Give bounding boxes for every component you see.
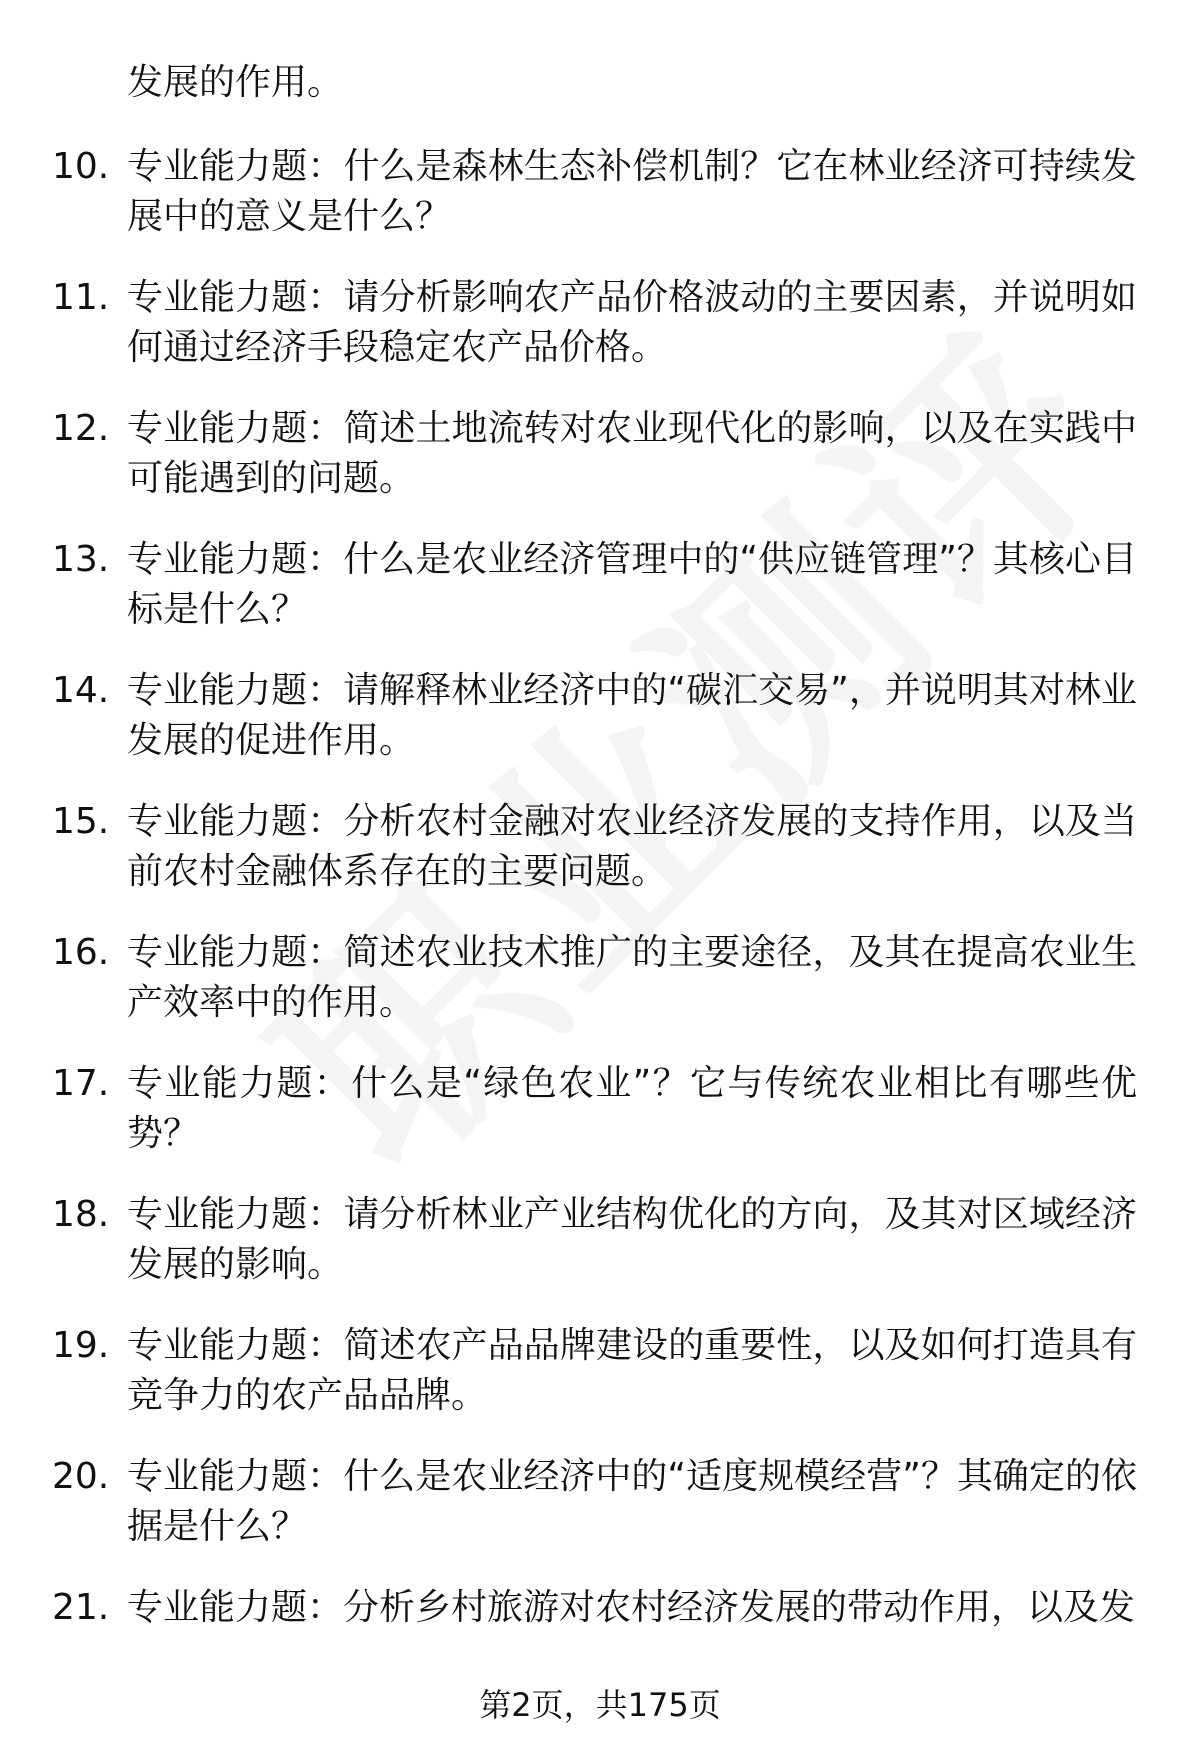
question-text: 专业能力题：简述农业技术推广的主要途径，及其在提高农业生产效率中的作用。 (127, 932, 1137, 1023)
question-item (0, 1059, 1200, 1190)
question-text: 专业能力题：简述土地流转对农业现代化的影响，以及在实践中可能遇到的问题。 (127, 408, 1137, 499)
question-number: 14. (52, 670, 110, 711)
question-number: 11. (52, 277, 110, 318)
question-text: 专业能力题：简述农产品品牌建设的重要性，以及如何打造具有竞争力的农产品品牌。 (127, 1325, 1137, 1416)
question-number: 16. (52, 932, 110, 973)
question-item (0, 1321, 1200, 1452)
page-footer: 第2页，共175页 (479, 1686, 721, 1724)
question-item (0, 142, 1200, 273)
question-list (0, 142, 1200, 1714)
question-text: 专业能力题：什么是森林生态补偿机制？它在林业经济可持续发展中的意义是什么？ (127, 146, 1137, 237)
question-number: 17. (52, 1063, 110, 1104)
question-text: 专业能力题：什么是“绿色农业”？它与传统农业相比有哪些优势？ (127, 1063, 1137, 1154)
question-item (0, 928, 1200, 1059)
question-number: 10. (52, 146, 110, 187)
question-text: 专业能力题：什么是农业经济中的“适度规模经营”？其确定的依据是什么？ (127, 1456, 1137, 1547)
question-number: 13. (52, 539, 110, 580)
question-item (0, 404, 1200, 535)
question-text: 专业能力题：什么是农业经济管理中的“供应链管理”？其核心目标是什么？ (127, 539, 1137, 630)
question-number: 20. (52, 1456, 110, 1497)
question-text: 专业能力题：请分析影响农产品价格波动的主要因素，并说明如何通过经济手段稳定农产品价格。 (127, 277, 1137, 368)
question-number: 15. (52, 801, 110, 842)
question-number: 21. (52, 1587, 110, 1628)
question-text: 专业能力题：请分析林业产业结构优化的方向，及其对区域经济发展的影响。 (127, 1194, 1137, 1285)
question-text: 专业能力题：分析乡村旅游对农村经济发展的带动作用，以及发 (127, 1587, 1136, 1628)
question-text: 专业能力题：请解释林业经济中的“碳汇交易”，并说明其对林业发展的促进作用。 (127, 670, 1137, 761)
question-item (0, 1190, 1200, 1321)
question-number: 18. (52, 1194, 110, 1235)
question-item (0, 1452, 1200, 1583)
question-item (0, 797, 1200, 928)
question-text: 专业能力题：分析农村金融对农业经济发展的支持作用，以及当前农村金融体系存在的主要问题。 (127, 801, 1137, 892)
continuation-text: 发展的作用。 (127, 62, 344, 103)
question-item (0, 535, 1200, 666)
question-item (0, 273, 1200, 404)
question-number: 12. (52, 408, 110, 449)
question-number: 19. (52, 1325, 110, 1366)
question-item (0, 666, 1200, 797)
